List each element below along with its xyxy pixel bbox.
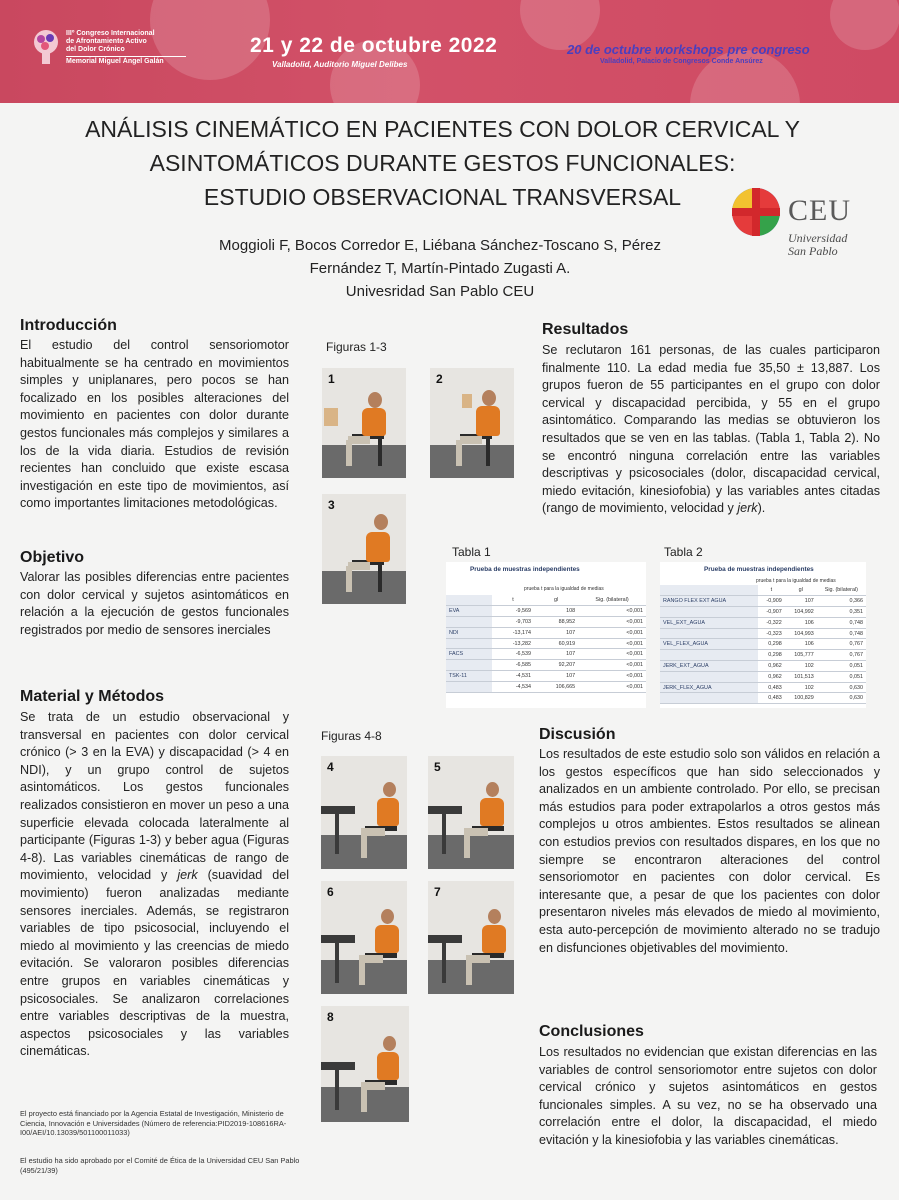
table-row — [660, 607, 866, 618]
tabla-1-label: Tabla 1 — [452, 545, 491, 559]
table-cell: 0,351 — [817, 607, 866, 618]
table-cell: <0,001 — [578, 617, 646, 628]
table-cell: -13,174 — [492, 627, 534, 638]
metodos-heading: Material y Métodos — [20, 688, 165, 705]
figures-1-3-label: Figuras 1-3 — [326, 340, 387, 354]
resultados-text-a: Se reclutaron 161 personas, de las cuales participaron finalmente 110. La edad media fue 35,50 ± 13,887. Los grupos fueron de 55 participantes en el grupo con dolor cervical y discapacidad percibida, y 55 en el grupo asintomático. Comparando las medias se obtuvieron los resultados que se ven en las tablas. (Tabla 1, Tabla 2). No se encontró ninguna correlación entre las variables descriptivas y psicosociales (dolor, discapacidad cervical, miedo evitación, kinesiofobia) y las variables antes citadas (rango de movimiento, velocidad y — [542, 343, 880, 516]
tabla-2-row-name: VEL_FLEX_AGUA — [660, 639, 758, 650]
intro-text: El estudio del control sensoriomotor habitualmente se ha centrado en movimientos simples y uniplanares, pero pocos se han focalizado en los posibles alteraciones del movimiento en pacientes con dolor durante gestos funcionales más complejos y similares a los de la vida diaria. Estudios de revisión recientes han concluido que existe escasa investigación en este tipo de movimientos, así como importantes limitaciones metodológicas. — [20, 338, 289, 511]
table-cell: 0,483 — [758, 693, 785, 704]
table-cell: 0,298 — [758, 650, 785, 661]
congress-line-2: de Afrontamiento Activo — [66, 38, 147, 45]
figure-1-photo — [322, 368, 406, 478]
figure-5-photo — [428, 756, 514, 869]
authors-line-2: Fernández T, Martín-Pintado Zugasti A. — [309, 260, 571, 277]
table-row — [446, 671, 646, 682]
tabla-2-col-sig: Sig. (bilateral) — [817, 585, 866, 596]
table-cell: 107 — [534, 649, 578, 660]
table-row — [660, 628, 866, 639]
resultados-text-b: ). — [757, 501, 766, 516]
authors-line-1: Moggioli F, Bocos Corredor E, Liébana Sánchez-Toscano S, Pérez — [219, 237, 661, 254]
table-row — [446, 681, 646, 692]
table-cell: 88,952 — [534, 617, 578, 628]
table-cell: -4,534 — [492, 681, 534, 692]
tabla-2-title: Prueba de muestras independientes — [704, 566, 814, 573]
table-cell: 0,051 — [817, 671, 866, 682]
table-cell: 0,630 — [817, 693, 866, 704]
table-cell: -9,569 — [492, 606, 534, 617]
resultados-heading: Resultados — [542, 321, 629, 338]
table-cell: 0,962 — [758, 661, 785, 672]
tabla-1-row-name: EVA — [446, 606, 492, 617]
ceu-univ-line-2: San Pablo — [788, 244, 838, 258]
table-cell: 0,630 — [817, 682, 866, 693]
figure-5-number: 5 — [434, 760, 441, 774]
title-line-3: ESTUDIO OBSERVACIONAL TRANSVERSAL — [203, 184, 682, 210]
table-cell: 60,919 — [534, 638, 578, 649]
table-cell: 105,777 — [785, 650, 817, 661]
conclusiones-heading: Conclusiones — [539, 1023, 644, 1040]
tabla-1 — [446, 562, 646, 708]
ceu-wordmark: CEU — [788, 194, 851, 227]
tabla-1-row-name: TSK-11 — [446, 671, 492, 682]
ceu-cross-icon — [731, 187, 781, 237]
metodos-text — [20, 709, 289, 1061]
table-cell: -0,907 — [758, 607, 785, 618]
table-cell: 107 — [785, 596, 817, 607]
table-row — [660, 639, 866, 650]
table-cell: 92,207 — [534, 660, 578, 671]
table-cell: 0,767 — [817, 639, 866, 650]
figure-3-photo — [322, 494, 406, 604]
table-cell: 107 — [534, 671, 578, 682]
intro-heading: Introducción — [20, 317, 117, 334]
tabla-1-subheader: prueba t para la igualdad de medias — [524, 586, 604, 592]
tabla-1-grid — [446, 595, 646, 693]
table-row — [446, 627, 646, 638]
figure-1-number: 1 — [328, 372, 335, 386]
objetivo-heading: Objetivo — [20, 549, 85, 566]
congress-venue: Valladolid, Auditorio Miguel Delibes — [272, 60, 408, 69]
table-row — [446, 617, 646, 628]
resultados-text — [542, 342, 880, 518]
tabla-2-row-name: VEL_EXT_AGUA — [660, 617, 758, 628]
table-cell: -4,531 — [492, 671, 534, 682]
table-cell: -6,539 — [492, 649, 534, 660]
table-row — [446, 638, 646, 649]
table-cell: 0,748 — [817, 628, 866, 639]
table-cell: -9,703 — [492, 617, 534, 628]
figure-8-number: 8 — [327, 1010, 334, 1024]
workshops-date: 20 de octubre workshops pre congreso — [567, 42, 810, 57]
tabla-2 — [660, 562, 866, 708]
table-cell: -0,323 — [758, 628, 785, 639]
table-cell: -0,322 — [758, 617, 785, 628]
table-cell: 100,829 — [785, 693, 817, 704]
congress-line-3: del Dolor Crónico — [66, 46, 125, 53]
table-cell: 106,665 — [534, 681, 578, 692]
table-cell: 0,962 — [758, 671, 785, 682]
table-cell: <0,001 — [578, 681, 646, 692]
congress-line-1: IIIº Congreso Internacional — [66, 30, 155, 37]
congress-brain-logo-icon — [30, 28, 62, 66]
table-cell: 107 — [534, 627, 578, 638]
table-cell: 108 — [534, 606, 578, 617]
metodos-text-b: (suavidad del movimiento) fueron analizadas mediante sensores inerciales. Además, se registraron variables de tipo psicosocial, incluyendo el miedo al movimiento y las creencias de miedo evitación. Se valoraron posibles diferencias entre grupos en variables cinemáticas y psicosociales. Se analizaron correlaciones entre variables descriptivas de la muestra, aspectos psicosociales y las variables cinemáticas. — [20, 868, 289, 1059]
ceu-university-name — [788, 232, 847, 258]
discusion-heading: Discusión — [539, 726, 616, 743]
tabla-2-row-name: RANGO FLEX EXT AGUA — [660, 596, 758, 607]
figure-6-number: 6 — [327, 885, 334, 899]
conclusiones-text: Los resultados no evidencian que existan diferencias en las variables de control sensoriomotor entre sujetos con dolor cervical crónico y sujetos asintomáticos en gestos funcionales simples. A su vez, no se ha observado una correlación entre el dolor, la discapacidad, el miedo evitación y la kinesiofobia y las variables cinemáticas. — [539, 1045, 877, 1147]
header-banner — [0, 0, 899, 103]
congress-name — [66, 30, 186, 66]
resultados-jerk-term: jerk — [737, 501, 758, 516]
figure-7-photo — [428, 881, 514, 994]
table-cell: 0,051 — [817, 661, 866, 672]
table-cell: <0,001 — [578, 627, 646, 638]
affiliation: Univesridad San Pablo CEU — [345, 283, 535, 300]
table-cell: 106 — [785, 617, 817, 628]
table-row — [660, 650, 866, 661]
table-cell: 102 — [785, 682, 817, 693]
figure-2-number: 2 — [436, 372, 443, 386]
tabla-1-col-gl: gl — [534, 595, 578, 606]
tabla-2-grid — [660, 585, 866, 704]
tabla-2-header-row — [660, 585, 866, 596]
table-cell: 102 — [785, 661, 817, 672]
tabla-1-col-sig: Sig. (bilateral) — [578, 595, 646, 606]
tabla-2-row-name: JERK_FLEX_AGUA — [660, 682, 758, 693]
congress-date: 21 y 22 de octubre 2022 — [250, 34, 498, 57]
table-cell: <0,001 — [578, 660, 646, 671]
table-cell: 101,513 — [785, 671, 817, 682]
table-row — [660, 682, 866, 693]
figure-6-photo — [321, 881, 407, 994]
ceu-univ-line-1: Universidad — [788, 231, 848, 245]
figures-4-8-label: Figuras 4-8 — [321, 729, 382, 743]
congress-memorial: Memorial Miguel Ángel Galán — [66, 56, 186, 66]
tabla-2-row-name: JERK_EXT_AGUA — [660, 661, 758, 672]
table-row — [446, 649, 646, 660]
table-cell: 0,748 — [817, 617, 866, 628]
table-cell: <0,001 — [578, 649, 646, 660]
table-cell: <0,001 — [578, 638, 646, 649]
figure-4-number: 4 — [327, 760, 334, 774]
table-cell: <0,001 — [578, 606, 646, 617]
poster-title — [40, 112, 845, 214]
figure-8-photo — [321, 1006, 409, 1122]
table-row — [660, 693, 866, 704]
figure-2-photo — [430, 368, 514, 478]
tabla-2-subheader: prueba t para la igualdad de medias — [756, 578, 836, 584]
table-cell: 0,483 — [758, 682, 785, 693]
authors-block — [170, 234, 710, 303]
discusion-text: Los resultados de este estudio solo son válidos en relación a los gestos específicos que han sido seleccionados y analizados en un ambiente controlado. Por ello, se precisan más estudios para poder extrapolarlos a otros gestos más complejos u otros ambientes. Estos resultados se alinean con estudios previos con resultados dispares, en los que no siempre se encontraron alteraciones del control sensoriomotor en pacientes con dolor cervical. Es interesante que, a pesar de que los pacientes con dolor presentaron niveles más elevados de miedo al movimiento, esta auto-percepción de movimiento alterado no se tradujo en disfunciones objetivables del movimiento. — [539, 747, 880, 955]
table-row — [446, 660, 646, 671]
tabla-2-col-t: t — [758, 585, 785, 596]
tabla-1-header-row — [446, 595, 646, 606]
figure-4-photo — [321, 756, 407, 869]
table-cell: -0,909 — [758, 596, 785, 607]
objetivo-text: Valorar las posibles diferencias entre pacientes con dolor cervical y sujetos asintomáticos en relación a la ejecución de gestos funcionales registrados por medio de sensores inerciales — [20, 570, 289, 637]
workshops-venue: Valladolid, Palacio de Congresos Conde Ansúrez — [600, 58, 763, 65]
tabla-2-col-gl: gl — [785, 585, 817, 596]
table-row — [660, 596, 866, 607]
tabla-1-col-t: t — [492, 595, 534, 606]
tabla-1-row-name: FACS — [446, 649, 492, 660]
metodos-jerk-term: jerk — [177, 868, 198, 883]
table-row — [446, 606, 646, 617]
table-cell: <0,001 — [578, 671, 646, 682]
table-cell: 0,767 — [817, 650, 866, 661]
table-cell: 106 — [785, 639, 817, 650]
table-cell: 104,992 — [785, 607, 817, 618]
table-row — [660, 617, 866, 628]
table-cell: 104,993 — [785, 628, 817, 639]
table-cell: 0,366 — [817, 596, 866, 607]
table-row — [660, 661, 866, 672]
tabla-1-title: Prueba de muestras independientes — [470, 566, 580, 573]
funding-note: El proyecto está financiado por la Agencia Estatal de Investigación, Ministerio de Ciencia, Innovación e Universidades (Número de referencia:PID2019-108616RA-I00/AEI/10.13039/501100011033) — [20, 1109, 287, 1138]
figure-7-number: 7 — [434, 885, 441, 899]
ethics-note: El estudio ha sido aprobado por el Comité de Ética de la Universidad CEU San Pablo (495/21/39) — [20, 1156, 300, 1175]
title-line-2: ASINTOMÁTICOS DURANTE GESTOS FUNCIONALES: — [149, 150, 736, 176]
tabla-2-label: Tabla 2 — [664, 545, 703, 559]
table-cell: -13,282 — [492, 638, 534, 649]
tabla-1-row-name: NDI — [446, 627, 492, 638]
table-cell: -6,585 — [492, 660, 534, 671]
title-line-1: ANÁLISIS CINEMÁTICO EN PACIENTES CON DOLOR CERVICAL Y — [85, 116, 800, 142]
figure-3-number: 3 — [328, 498, 335, 512]
table-row — [660, 671, 866, 682]
table-cell: 0,298 — [758, 639, 785, 650]
metodos-text-a: Se trata de un estudio observacional y transversal en pacientes con dolor cervical crónico (> 3 en la EVA) y discapacidad (> 4 en NDI), y un grupo control de sujetos asintomáticos. Los gestos funcionales realizados consistieron en mover un peso a una superficie elevada colocada lateralmente al participante (Figuras 1-3) y beber agua (Figuras 4-8). Las variables cinemáticas de rango de movimiento, velocidad y — [20, 710, 289, 883]
